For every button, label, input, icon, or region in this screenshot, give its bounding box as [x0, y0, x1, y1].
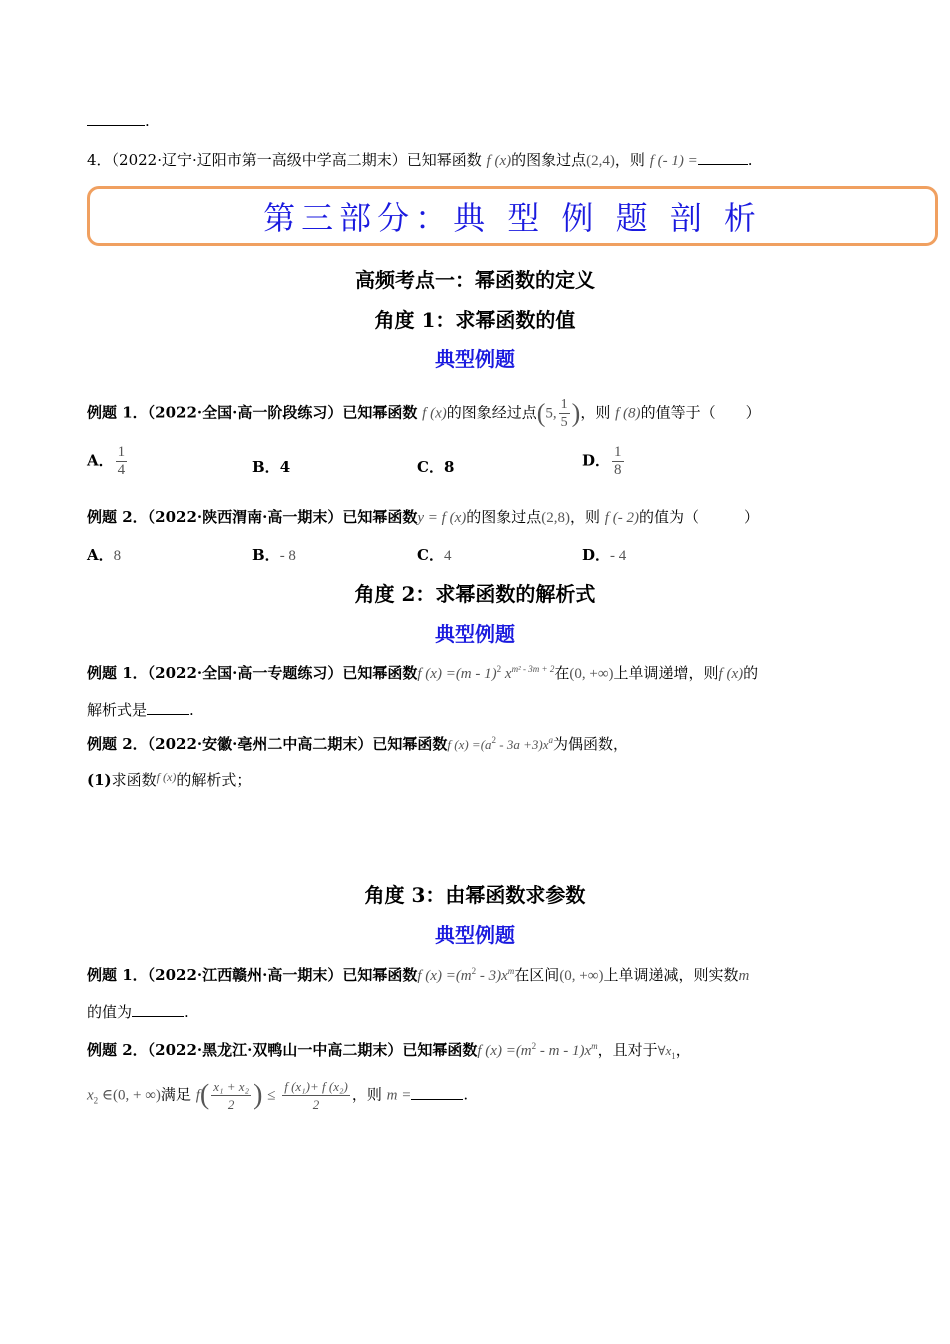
math-point: (2,8)	[541, 510, 570, 526]
part-text: 求函数	[111, 771, 157, 789]
fraction-numerator: 1	[614, 444, 622, 460]
q4-mid: 的图象过点	[511, 151, 587, 169]
example-end: 为偶函数，	[552, 735, 628, 753]
angle2-example2	[87, 733, 628, 754]
option-a	[87, 444, 129, 479]
option-value: 4	[443, 548, 452, 564]
option-label: A．	[87, 546, 114, 564]
math-f8: f (8)	[615, 405, 641, 422]
example-label: 例题 1．	[87, 403, 148, 422]
fraction-numerator: f (x₁)+ f (x₂)	[284, 1079, 348, 1094]
angle2-example1-line2	[87, 699, 194, 720]
math-forall: ∀x	[657, 1043, 672, 1058]
math-m: m	[738, 968, 750, 984]
answer-blank	[698, 152, 748, 165]
angle1-title: 角度 1：求幂函数的值	[374, 308, 576, 332]
math-fx: f (x)	[718, 666, 744, 682]
example-then: ，则	[570, 508, 601, 526]
answer-blank	[147, 702, 189, 715]
banner-title: 第三部分：典 型 例 题 剖 析	[263, 199, 762, 237]
angle2-example2-part1	[87, 769, 251, 790]
answer-blank	[411, 1087, 463, 1100]
comma: ，	[675, 1041, 691, 1059]
example-mid: ，且对于	[597, 1041, 658, 1059]
math-f-neg1: f (- 1) =	[649, 153, 698, 169]
example-mid: 的图象经过点	[446, 403, 537, 422]
example-label: 例题 2．	[87, 508, 148, 526]
angle2-title: 角度 2：求幂函数的解析式	[354, 582, 596, 606]
option-label: A．	[87, 451, 114, 470]
fraction-numerator: 1	[560, 397, 568, 412]
angle3-example1-line2	[87, 1001, 189, 1022]
left-paren: (	[199, 1079, 210, 1111]
math-interval: (0, +∞)	[559, 968, 604, 984]
part-end: 的解析式；	[176, 771, 252, 789]
option-label: B．	[252, 458, 280, 476]
math-fx-def: f (x) =(a	[447, 737, 492, 752]
example-label: 例题 2．	[87, 1041, 148, 1059]
angle2-subtitle: 典型例题	[435, 622, 515, 646]
right-paren: )	[571, 398, 581, 428]
option-b	[252, 544, 296, 565]
math-interval: ∈(0, + ∞)	[98, 1087, 161, 1104]
option-value: 8	[113, 548, 122, 564]
section-banner	[87, 186, 938, 246]
example-after: 上单调递减，则实数	[603, 966, 739, 984]
example-satisfy: 满足	[160, 1085, 191, 1104]
math-fraction	[211, 1078, 251, 1113]
math-m-eq: m =	[386, 1087, 412, 1104]
period: .	[463, 1085, 469, 1104]
math-rest: - 3a +3)x	[496, 737, 549, 752]
example-source: （2022·黑龙江·双鸭山一中高二期末）已知幂函数	[147, 1041, 478, 1059]
math-x: x	[87, 1087, 94, 1104]
example-line2: 的值为	[87, 1003, 133, 1021]
math-point-x: 5,	[545, 405, 557, 422]
example-end: 的值为（ ）	[638, 508, 759, 526]
math-f-neg2: f (- 2)	[604, 510, 639, 526]
fraction-denominator: 5	[560, 415, 568, 430]
math-exponent: 2	[496, 664, 502, 674]
math-fx: f (x)	[422, 405, 447, 422]
example-mid: 在区间	[514, 966, 560, 984]
q4-then: ，则	[614, 151, 645, 169]
angle3-example2	[87, 1039, 691, 1061]
option-b	[252, 456, 290, 477]
answer-blank	[132, 1004, 184, 1017]
option-c	[417, 456, 454, 477]
fraction-denominator: 2	[227, 1097, 235, 1112]
example-then: ，则	[580, 403, 611, 422]
angle1-example2	[87, 506, 759, 527]
fraction-numerator: 1	[117, 444, 126, 460]
part-label: (1)	[87, 771, 112, 789]
trailing-blank-line	[87, 112, 150, 130]
left-paren: (	[536, 398, 546, 428]
example-end: 的	[743, 664, 759, 682]
math-rest: - m - 1)x	[536, 1043, 592, 1059]
period: .	[145, 112, 150, 130]
math-exponent: a	[548, 735, 553, 745]
math-interval: (0, +∞)	[569, 666, 614, 682]
angle3-title: 角度 3：由幂函数求参数	[364, 883, 586, 907]
example-line2: 解析式是	[87, 701, 148, 719]
example-then: ，则	[351, 1085, 382, 1104]
q4-text: 4．（2022·辽宁·辽阳市第一高级中学高二期末）已知幂函数	[87, 151, 482, 169]
example-label: 例题 1．	[87, 664, 148, 682]
math-subscript: 1	[671, 1051, 676, 1061]
option-value: - 4	[610, 548, 627, 564]
math-rest: - 3)x	[476, 968, 508, 984]
option-d	[582, 544, 626, 565]
example-mid: 在	[554, 664, 570, 682]
example-label: 例题 1．	[87, 966, 148, 984]
fraction-numerator: x₁ + x₂	[213, 1079, 250, 1094]
right-paren: )	[253, 1079, 263, 1111]
option-value: 8	[443, 458, 455, 476]
period: .	[747, 151, 753, 169]
example-source: （2022·江西赣州·高一期末）已知幂函数	[147, 966, 418, 984]
math-exponent: 2	[471, 966, 477, 976]
period: .	[189, 701, 194, 719]
fraction-denominator: 2	[312, 1097, 320, 1112]
math-point: (2,4)	[586, 153, 615, 169]
math-fx-def: f (x) =(m - 1)	[417, 666, 497, 682]
option-c	[417, 544, 451, 565]
question-4	[87, 149, 753, 170]
math-fx-def: f (x) =(m	[477, 1043, 532, 1059]
option-label: B．	[252, 546, 280, 564]
math-y-fx: y = f (x)	[417, 510, 467, 526]
option-value: 4	[279, 458, 291, 476]
option-label: C．	[417, 458, 444, 476]
example-mid: 的图象过点	[466, 508, 542, 526]
angle3-example1	[87, 964, 749, 985]
angle2-example1	[87, 662, 758, 683]
angle1-example1	[87, 396, 761, 431]
period: .	[184, 1003, 189, 1021]
math-exponent: m² - 3m + 2	[511, 664, 555, 674]
example-after: 上单调递增，则	[613, 664, 719, 682]
answer-blank	[87, 113, 145, 126]
option-a	[87, 544, 121, 565]
example-label: 例题 2．	[87, 735, 148, 753]
math-exponent: m	[507, 966, 515, 976]
math-fx-def: f (x) =(m	[417, 968, 472, 984]
angle3-subtitle: 典型例题	[435, 923, 515, 947]
math-x: x	[501, 666, 512, 682]
example-end: 的值等于（ ）	[640, 403, 761, 422]
math-exponent: 2	[531, 1041, 537, 1051]
math-fraction	[612, 444, 624, 479]
math-fx: f (x)	[486, 153, 512, 169]
section-heading: 高频考点一：幂函数的定义	[355, 268, 595, 292]
math-fx: f (x)	[156, 770, 177, 784]
math-fraction	[282, 1078, 350, 1113]
example-source: （2022·安徽·亳州二中高二期末）已知幂函数	[147, 735, 448, 753]
math-le: ≤	[267, 1087, 276, 1104]
option-label: D．	[582, 546, 611, 564]
option-d	[582, 444, 626, 479]
option-label: D．	[582, 451, 611, 470]
math-subscript: 2	[93, 1095, 99, 1106]
option-value: - 8	[279, 548, 296, 564]
math-exponent: m	[591, 1041, 598, 1051]
math-fraction	[116, 444, 128, 479]
angle3-example2-line2	[87, 1078, 468, 1113]
example-source: （2022·陕西渭南·高一期末）已知幂函数	[147, 508, 418, 526]
fraction-denominator: 8	[614, 462, 622, 478]
math-fraction	[559, 396, 570, 431]
example-source: （2022·全国·高一阶段练习）已知幂函数	[147, 403, 418, 422]
angle1-subtitle: 典型例题	[435, 347, 515, 371]
fraction-denominator: 4	[117, 462, 126, 478]
example-source: （2022·全国·高一专题练习）已知幂函数	[147, 664, 418, 682]
math-f: f	[195, 1087, 200, 1104]
option-label: C．	[417, 546, 444, 564]
math-exponent: 2	[491, 735, 497, 745]
